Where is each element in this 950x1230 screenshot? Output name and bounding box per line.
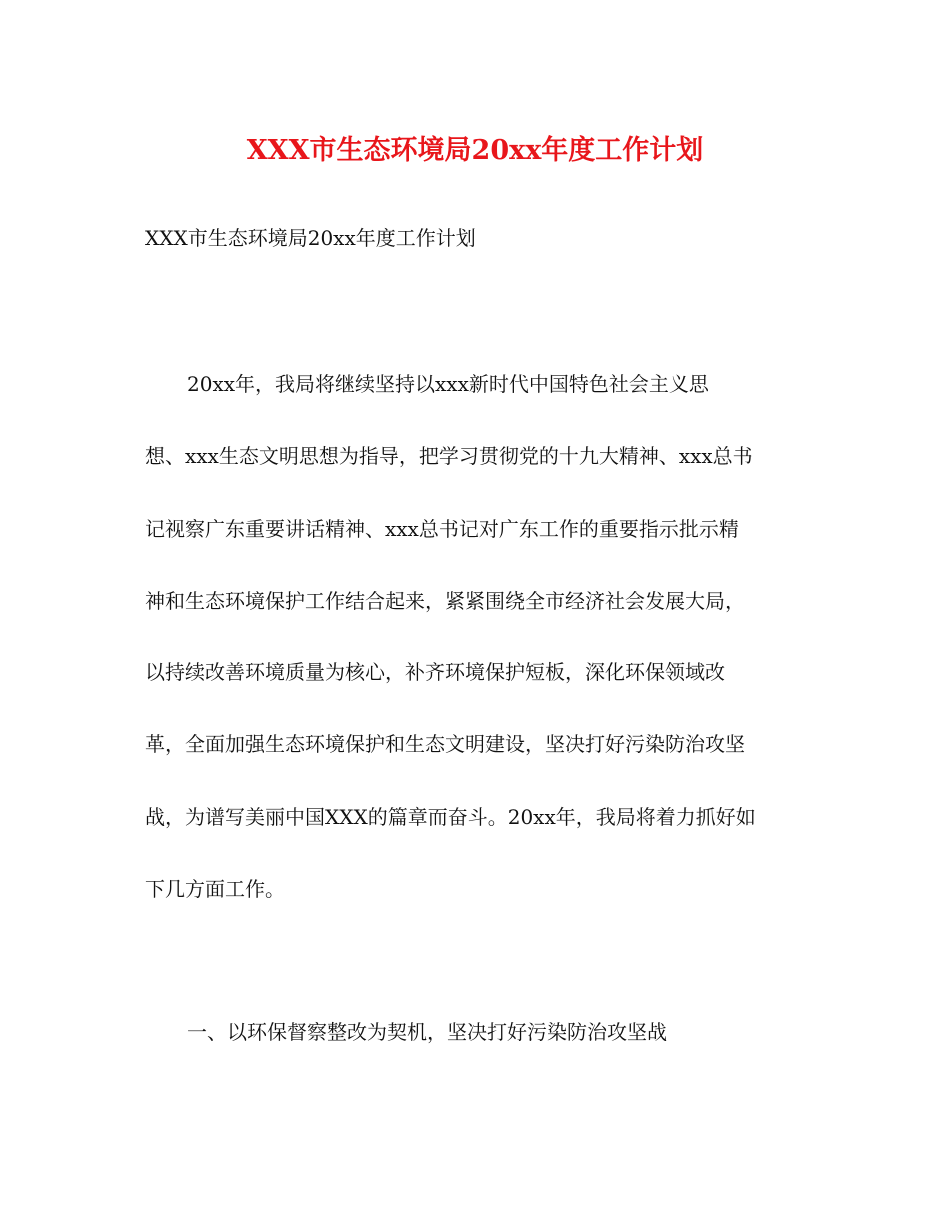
paragraph-line: 记视察广东重要讲话精神、xxx总书记对广东工作的重要指示批示精 <box>145 517 739 541</box>
section-heading: 一、以环保督察整改为契机，坚决打好污染防治攻坚战 <box>187 1020 667 1044</box>
paragraph-line: 20xx年，我局将继续坚持以xxx新时代中国特色社会主义思 <box>187 372 709 396</box>
document-title: XXX市生态环境局20xx年度工作计划 <box>246 135 704 166</box>
paragraph-line: 革，全面加强生态环境保护和生态文明建设，坚决打好污染防治攻坚 <box>145 732 745 756</box>
paragraph-line: 下几方面工作。 <box>145 877 285 901</box>
paragraph-line: 战，为谱写美丽中国XXX的篇章而奋斗。20xx年，我局将着力抓好如 <box>145 805 756 829</box>
paragraph-line: 神和生态环境保护工作结合起来，紧紧围绕全市经济社会发展大局， <box>145 589 745 613</box>
paragraph-line: 想、xxx生态文明思想为指导，把学习贯彻党的十九大精神、xxx总书 <box>145 444 753 468</box>
paragraph-line: 以持续改善环境质量为核心，补齐环境保护短板，深化环保领域改 <box>145 660 725 684</box>
document-subtitle: XXX市生态环境局20xx年度工作计划 <box>145 226 476 250</box>
